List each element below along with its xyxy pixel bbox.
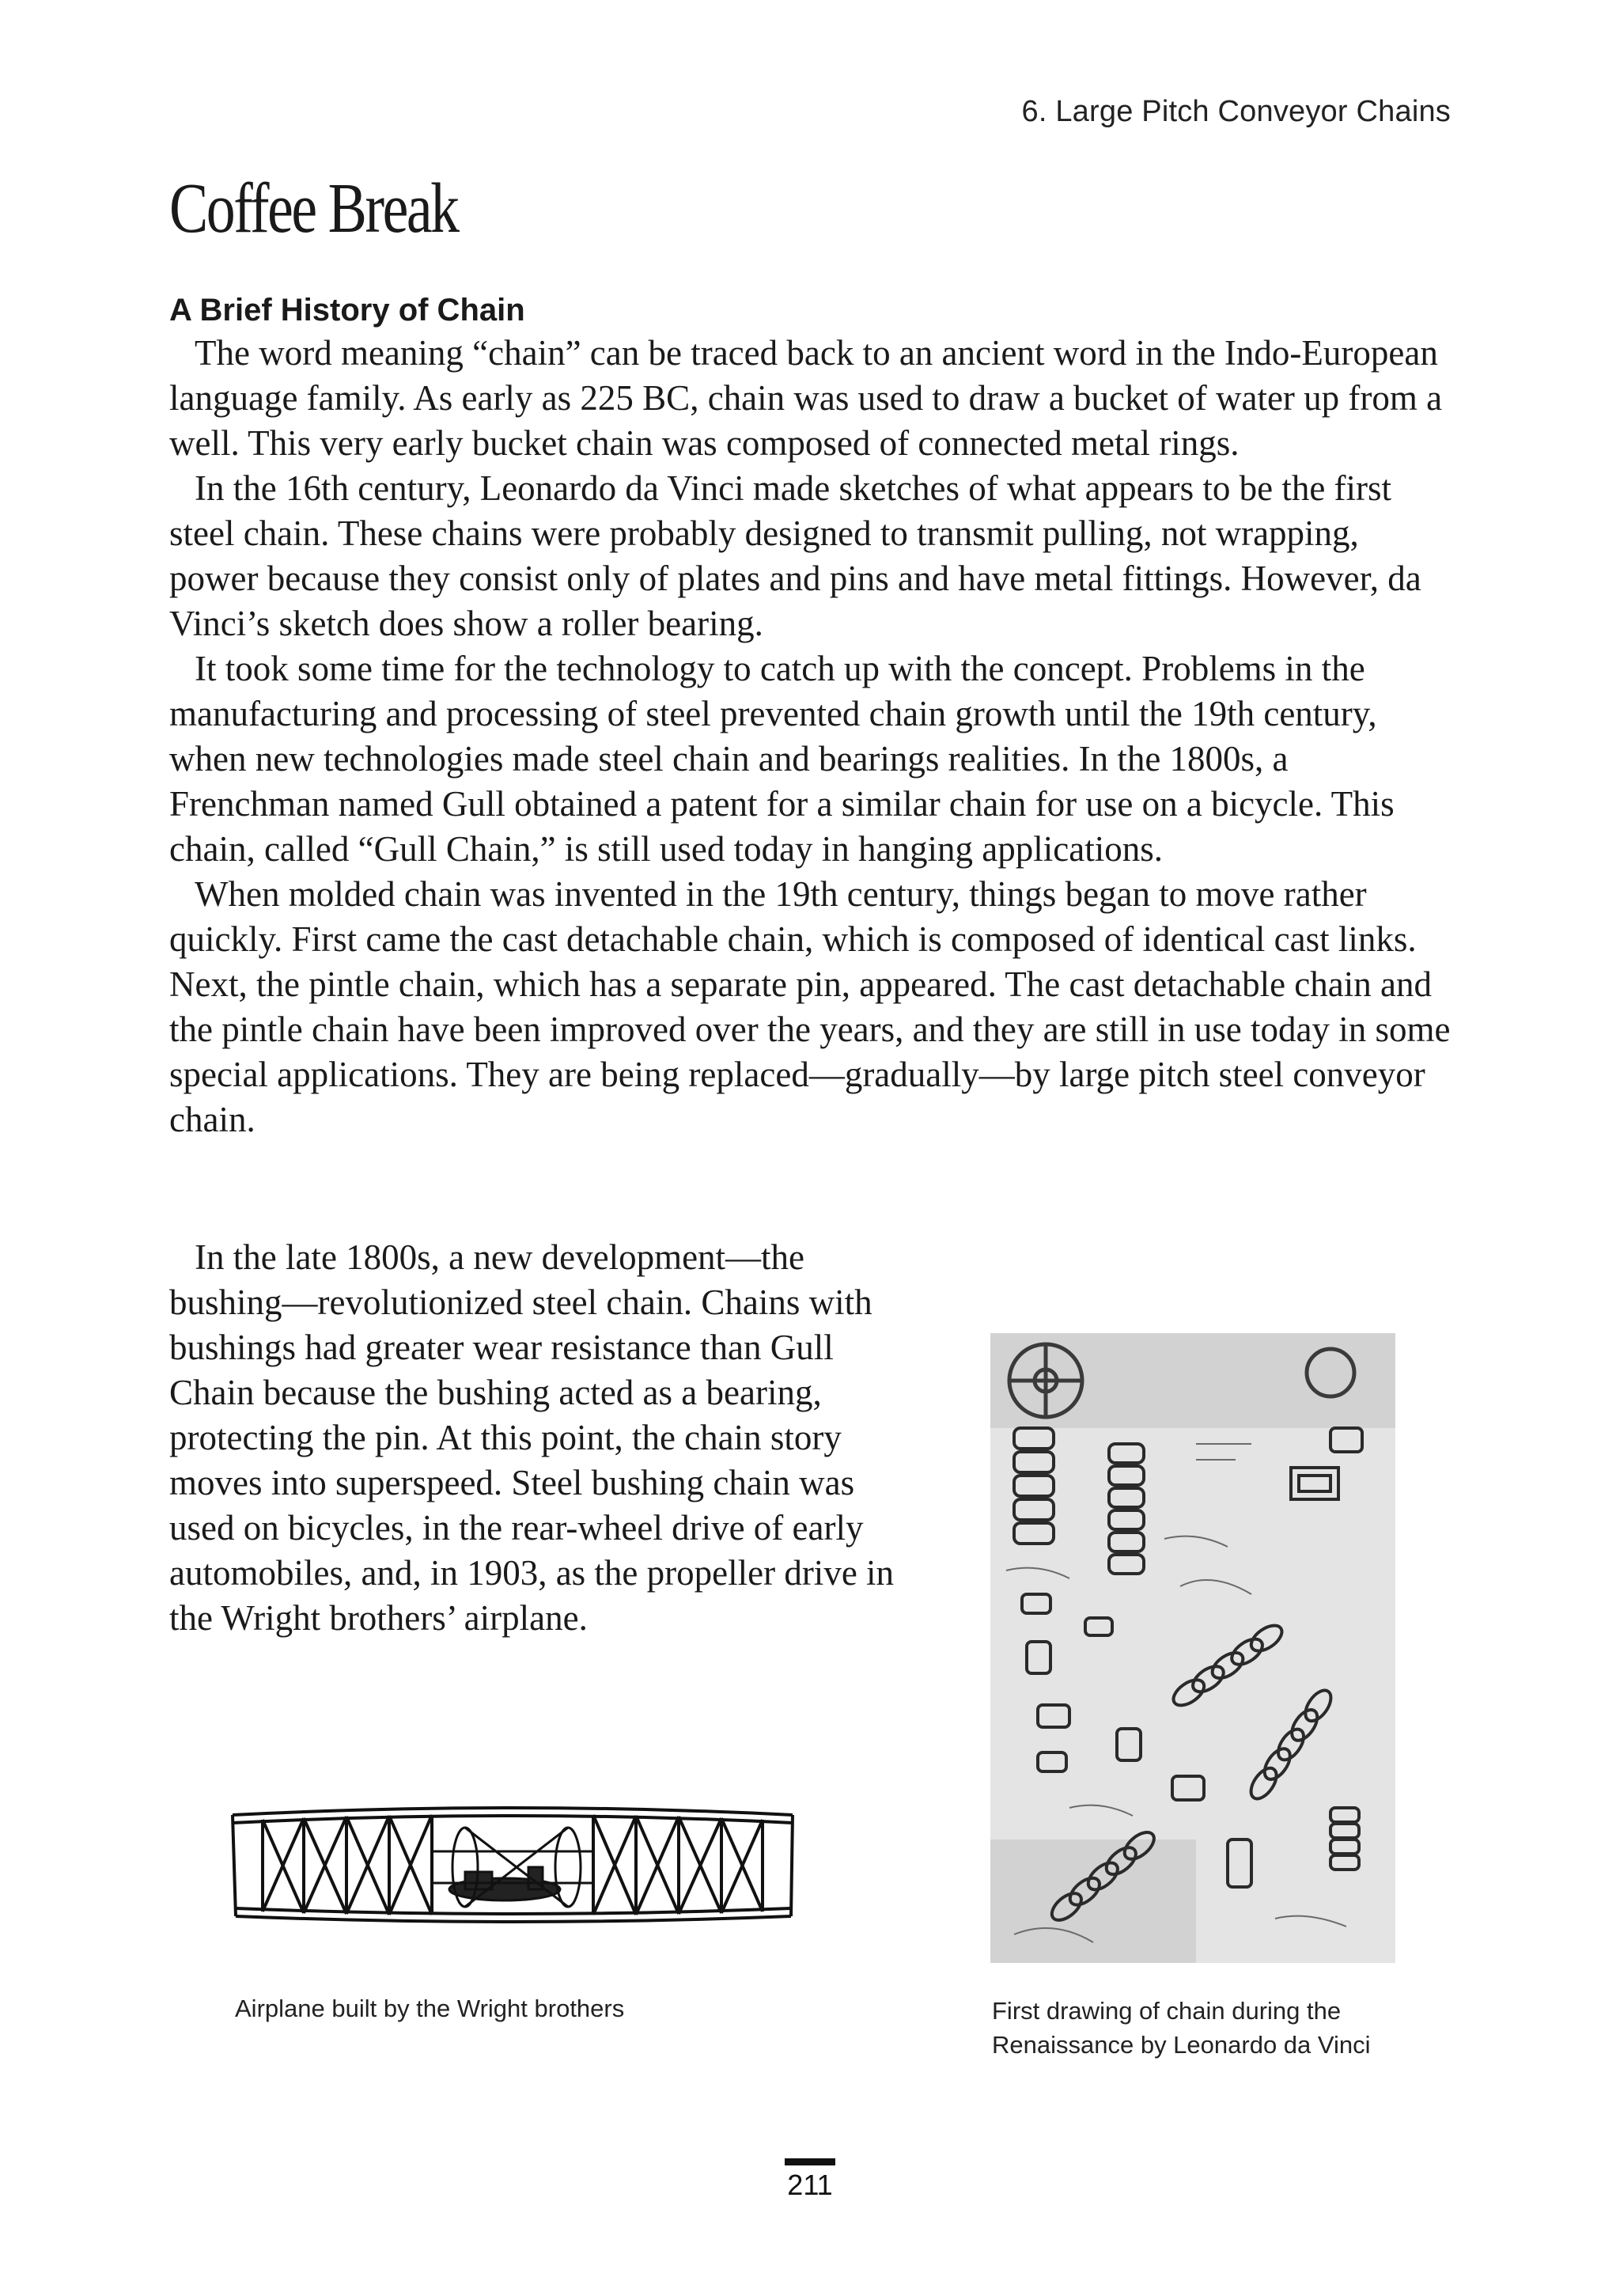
page-title: Coffee Break: [169, 169, 458, 248]
airplane-caption: Airplane built by the Wright brothers: [235, 1995, 625, 2022]
paragraph: When molded chain was invented in the 19th century, things began to move rather quickly. First came the cast detachable chain, which is composed of identical cast links. Next, the pintle chain, which has a separate pin, appeared. The cast detachable chain and the pintle chain have been improved over the years, and they are still in use today in some special applications. They are being replaced—gradually—by large pitch steel conveyor chain.: [169, 874, 1451, 1139]
paragraph: In the late 1800s, a new development—the bushing—revolutionized steel chain. Chains with bushings had greater wear resistance than Gull Chain because the bushing acted as a bearing, protecting the pin. At this point, the chain story moves into superspeed. Steel bushing chain was used on bicycles, in the rear-wheel drive of early automobiles, and, in 1903, as the propeller drive in the Wright brothers’ airplane.: [169, 1237, 895, 1638]
running-header: 6. Large Pitch Conveyor Chains: [1021, 95, 1451, 128]
page-number: 211: [787, 2169, 833, 2201]
section-heading: A Brief History of Chain: [169, 293, 525, 328]
da-vinci-chain-sketch: [990, 1333, 1395, 1963]
sketch-caption: First drawing of chain during the Renaissance by Leonardo da Vinci: [992, 1997, 1371, 2059]
paragraph: In the 16th century, Leonardo da Vinci made sketches of what appears to be the first steel chain. These chains were probably designed to transmit pulling, not wrapping, power because they consist only of plates and pins and have metal fittings. However, da Vinci’s sketch does show a roller bearing.: [169, 468, 1421, 643]
page-number-bar: [785, 2158, 835, 2165]
article-body: [169, 331, 1451, 1142]
paragraph: It took some time for the technology to catch up with the concept. Problems in the manufacturing and processing of steel prevented chain growth until the 19th century, when new technologies made steel chain and bearings realities. In the 1800s, a Frenchman named Gull obtained a patent for a similar chain for use on a bicycle. This chain, called “Gull Chain,” is still used today in hanging applications.: [169, 649, 1395, 869]
paragraph: The word meaning “chain” can be traced back to an ancient word in the Indo-European language family. As early as 225 BC, chain was used to draw a bucket of water up from a well. This very early bucket chain was composed of connected metal rings.: [169, 333, 1443, 463]
wright-airplane-illustration: [228, 1796, 797, 1938]
